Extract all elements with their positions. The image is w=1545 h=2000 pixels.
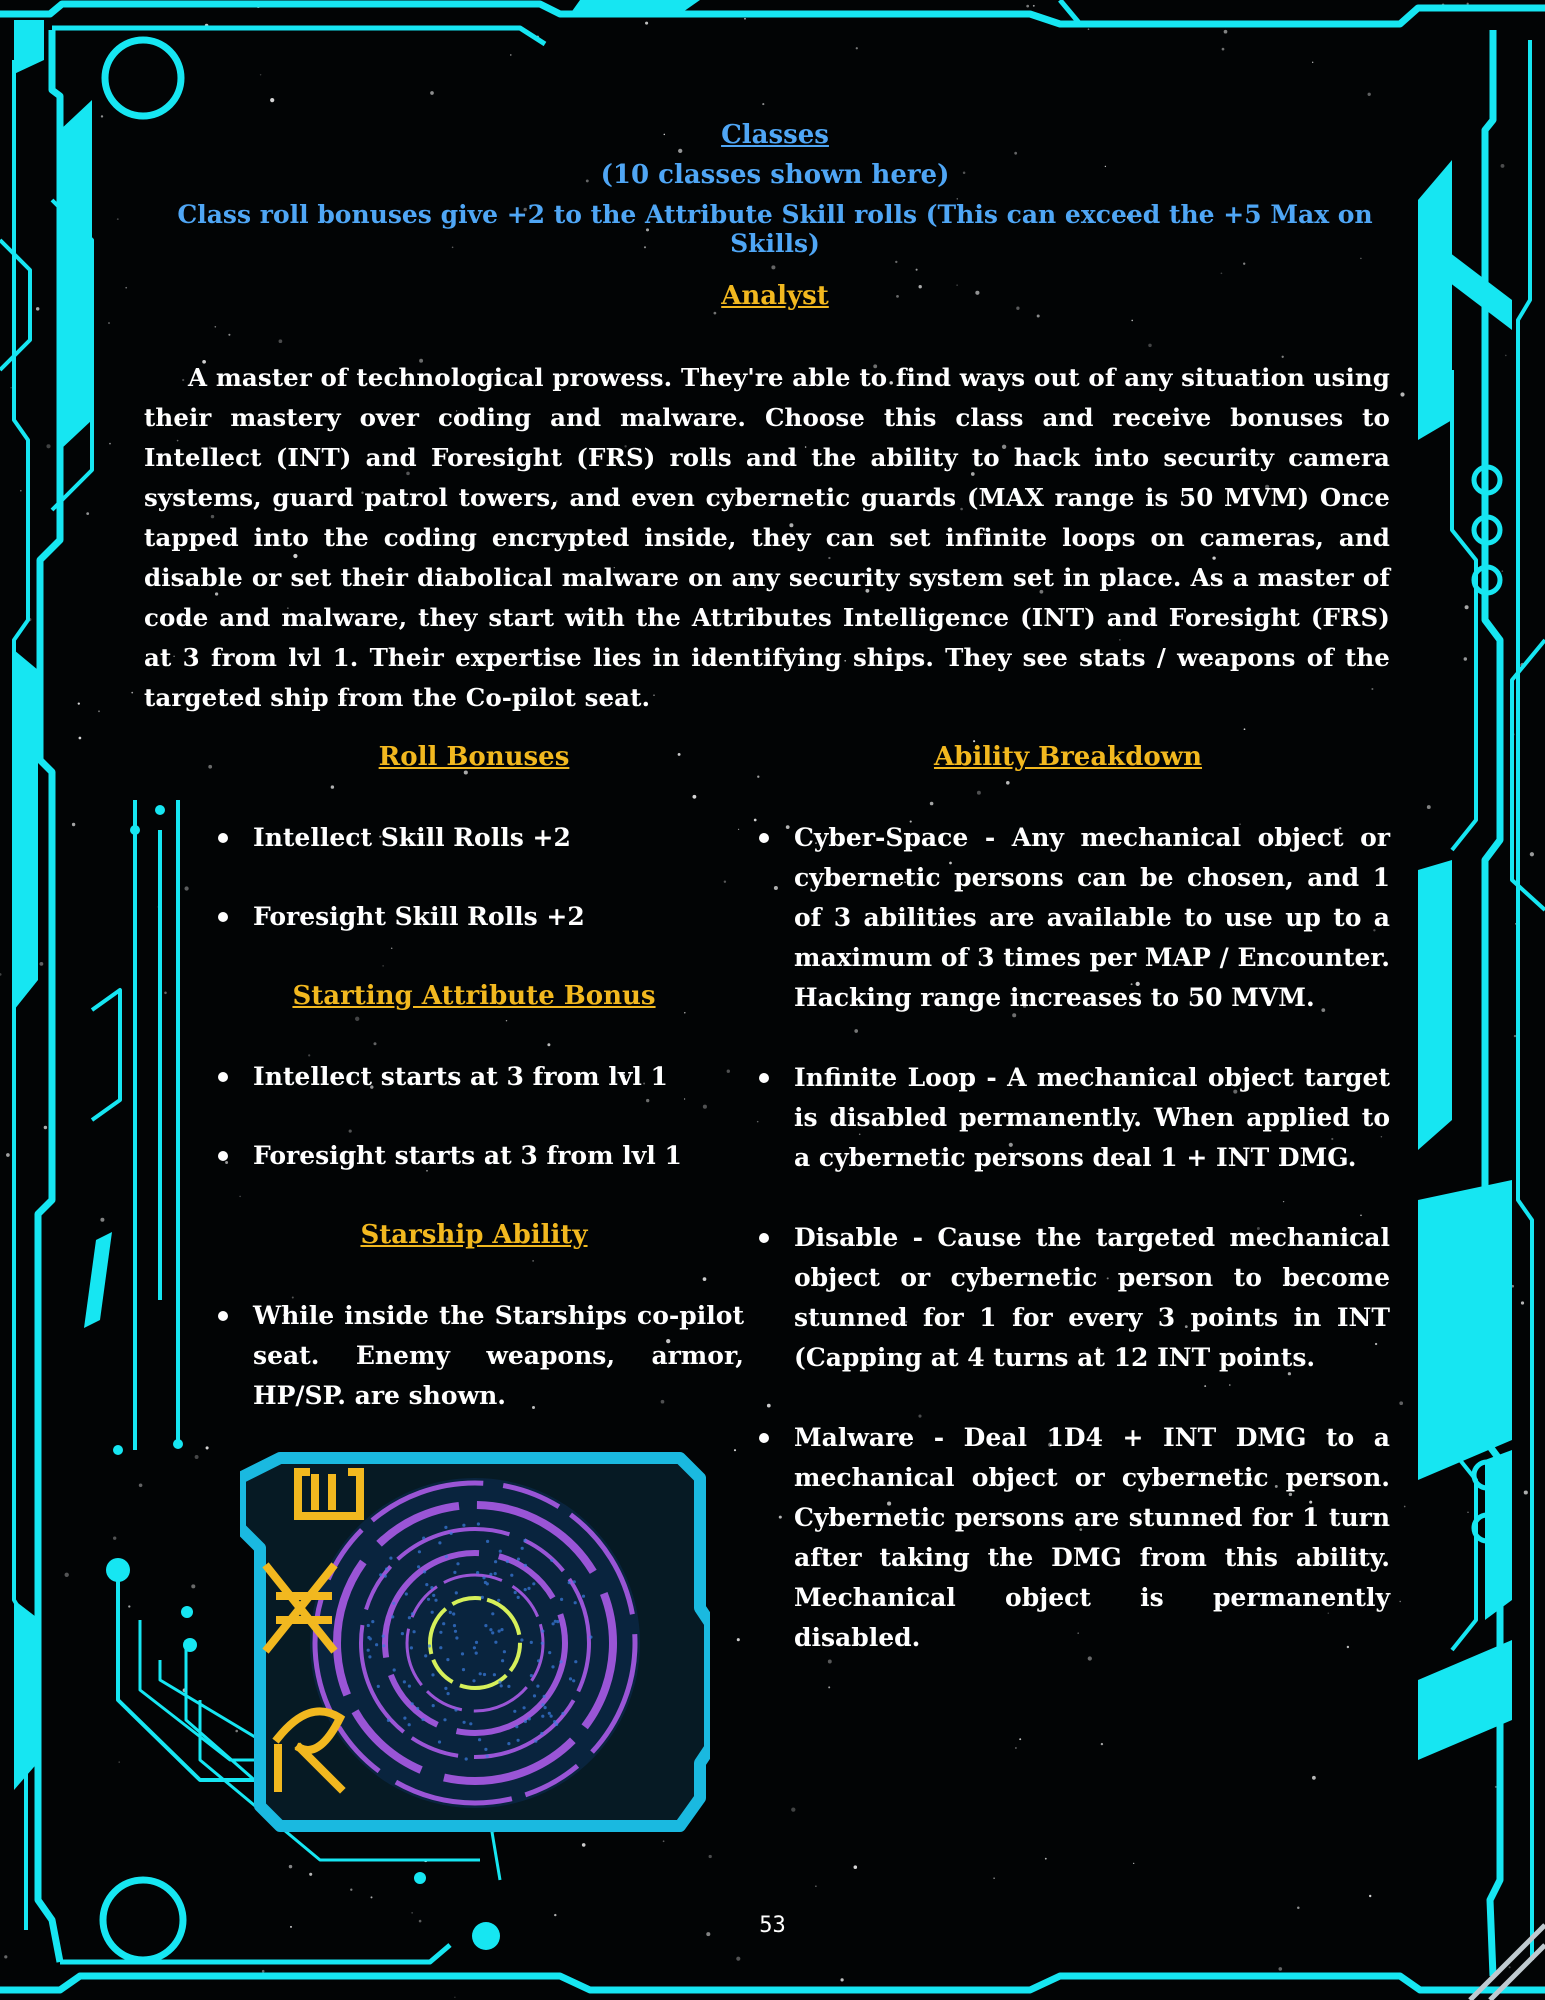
list-item: [794, 1058, 1390, 1178]
emblem-particle: [410, 1646, 413, 1649]
emblem-particle: [573, 1580, 576, 1583]
emblem-particle: [392, 1602, 395, 1605]
emblem-particle: [543, 1695, 546, 1698]
emblem-particle: [477, 1522, 480, 1525]
emblem-particle: [532, 1582, 535, 1585]
emblem-particle: [517, 1739, 520, 1742]
emblem-particle: [475, 1641, 478, 1644]
emblem-particle: [405, 1592, 408, 1595]
emblem-particle: [424, 1654, 427, 1657]
emblem-particle: [431, 1673, 434, 1676]
emblem-particle: [481, 1596, 484, 1599]
emblem-particle: [444, 1687, 447, 1690]
list-item-text: Intellect starts at 3 from lvl 1: [253, 1062, 668, 1091]
emblem-particle: [465, 1757, 468, 1760]
roll-bonuses-heading: Roll Bonuses: [378, 742, 570, 772]
emblem-particle: [517, 1558, 520, 1561]
emblem-particle: [507, 1742, 510, 1745]
bullet-icon: [759, 1433, 769, 1443]
emblem-particle: [523, 1539, 526, 1542]
emblem-particle: [475, 1652, 478, 1655]
emblem-particle: [445, 1555, 448, 1558]
list-item-text: Foresight starts at 3 from lvl 1: [253, 1141, 682, 1170]
emblem-particle: [393, 1668, 396, 1671]
emblem-particle: [461, 1652, 464, 1655]
emblem-particle: [427, 1598, 430, 1601]
emblem-particle: [556, 1620, 559, 1623]
emblem-particle: [421, 1718, 424, 1721]
emblem-particle: [524, 1564, 527, 1567]
emblem-particle: [382, 1644, 385, 1647]
emblem-particle: [541, 1630, 544, 1633]
emblem-particle: [498, 1630, 501, 1633]
emblem-particle: [367, 1649, 370, 1652]
emblem-particle: [408, 1616, 411, 1619]
emblem-particle: [489, 1573, 492, 1576]
emblem-particle: [438, 1740, 441, 1743]
emblem-particle: [450, 1532, 453, 1535]
analyst-emblem-image: [240, 1448, 710, 1836]
emblem-particle: [534, 1740, 537, 1743]
emblem-particle: [369, 1637, 372, 1640]
emblem-particle: [574, 1660, 577, 1663]
emblem-particle: [541, 1715, 544, 1718]
emblem-particle: [431, 1611, 434, 1614]
bullet-icon: [218, 833, 228, 843]
emblem-particle: [555, 1723, 558, 1726]
emblem-particle: [425, 1583, 428, 1586]
list-item: [253, 897, 748, 937]
emblem-particle: [438, 1541, 441, 1544]
emblem-particle: [550, 1715, 553, 1718]
page-number: 53: [759, 1913, 786, 1938]
emblem-particle: [501, 1659, 504, 1662]
bullet-icon: [759, 1233, 769, 1243]
emblem-particle: [411, 1612, 414, 1615]
emblem-particle: [377, 1685, 380, 1688]
emblem-particle: [544, 1706, 547, 1709]
emblem-particle: [430, 1586, 433, 1589]
emblem-particle: [469, 1722, 472, 1725]
emblem-particle: [491, 1631, 494, 1634]
emblem-particle: [540, 1732, 543, 1735]
emblem-particle: [559, 1660, 562, 1663]
emblem-particle: [385, 1567, 388, 1570]
emblem-particle: [541, 1642, 544, 1645]
emblem-particle: [403, 1680, 406, 1683]
list-item: [794, 1418, 1390, 1658]
emblem-particle: [472, 1679, 475, 1682]
bullet-icon: [759, 833, 769, 843]
emblem-particle: [443, 1718, 446, 1721]
emblem-particle: [589, 1636, 592, 1639]
emblem-particle: [434, 1599, 437, 1602]
emblem-particle: [533, 1694, 536, 1697]
emblem-particle: [515, 1725, 518, 1728]
emblem-particle: [478, 1738, 481, 1741]
emblem-particle: [524, 1720, 527, 1723]
list-item-text: Intellect Skill Rolls +2: [253, 823, 571, 852]
emblem-particle: [494, 1572, 497, 1575]
emblem-particle: [389, 1557, 392, 1560]
emblem-particle: [444, 1526, 447, 1529]
emblem-particle: [486, 1540, 489, 1543]
emblem-particle: [452, 1612, 455, 1615]
emblem-particle: [432, 1704, 435, 1707]
emblem-particle: [462, 1668, 465, 1671]
emblem-particle: [416, 1707, 419, 1710]
emblem-particle: [403, 1717, 406, 1720]
starting-attribute-heading: Starting Attribute Bonus: [292, 981, 656, 1011]
emblem-particle: [455, 1636, 458, 1639]
emblem-particle: [510, 1574, 513, 1577]
class-roll-note: Class roll bonuses give +2 to the Attribute Skill rolls (This can exceed the +5 Max on Skills): [177, 200, 1373, 258]
emblem-particle: [454, 1708, 457, 1711]
emblem-particle: [582, 1595, 585, 1598]
emblem-particle: [422, 1537, 425, 1540]
emblem-particle: [413, 1630, 416, 1633]
emblem-particle: [520, 1638, 523, 1641]
emblem-particle: [494, 1641, 497, 1644]
section-subtitle: (10 classes shown here): [600, 160, 950, 190]
emblem-particle: [524, 1588, 527, 1591]
list-item-text: Cyber-Space - Any mechanical object or cybernetic persons can be chosen, and 1 of 3 abilities are available to use up to a maximum of 3 times per MAP / Encounter. Hacking range increases to 50 MVM.: [794, 823, 1390, 1012]
emblem-particle: [408, 1723, 411, 1726]
emblem-particle: [408, 1685, 411, 1688]
emblem-particle: [455, 1591, 458, 1594]
list-item-text: Infinite Loop - A mechanical object target is disabled permanently. When applied to a cybernetic persons deal 1 + INT DMG.: [794, 1063, 1390, 1172]
bullet-icon: [218, 1151, 228, 1161]
list-item: [794, 818, 1390, 1018]
emblem-particle: [375, 1643, 378, 1646]
emblem-particle: [572, 1679, 575, 1682]
emblem-particle: [500, 1628, 503, 1631]
emblem-particle: [463, 1721, 466, 1724]
emblem-particle: [551, 1665, 554, 1668]
emblem-particle: [521, 1547, 524, 1550]
emblem-particle: [489, 1628, 492, 1631]
emblem-particle: [462, 1524, 465, 1527]
emblem-particle: [523, 1706, 526, 1709]
emblem-particle: [530, 1674, 533, 1677]
emblem-particle: [507, 1685, 510, 1688]
emblem-particle: [456, 1562, 459, 1565]
list-item: [253, 818, 748, 858]
section-title: Classes: [721, 120, 829, 150]
emblem-particle: [484, 1581, 487, 1584]
emblem-particle: [486, 1755, 489, 1758]
emblem-particle: [454, 1630, 457, 1633]
emblem-particle: [484, 1624, 487, 1627]
emblem-particle: [506, 1560, 509, 1563]
emblem-particle: [484, 1748, 487, 1751]
list-item: [253, 1296, 744, 1416]
emblem-particle: [447, 1692, 450, 1695]
emblem-particle: [417, 1565, 420, 1568]
list-item: [253, 1057, 748, 1097]
emblem-particle: [387, 1719, 390, 1722]
emblem-particle: [548, 1651, 551, 1654]
emblem-particle: [439, 1631, 442, 1634]
bullet-icon: [218, 1311, 228, 1321]
emblem-particle: [418, 1550, 421, 1553]
emblem-particle: [560, 1598, 563, 1601]
emblem-particle: [379, 1573, 382, 1576]
emblem-particle: [528, 1717, 531, 1720]
list-item-text: While inside the Starships co-pilot seat. Enemy weapons, armor, HP/SP. are shown.: [253, 1301, 744, 1410]
starship-ability-heading: Starship Ability: [360, 1220, 588, 1250]
emblem-particle: [428, 1644, 431, 1647]
emblem-particle: [483, 1673, 486, 1676]
emblem-particle: [537, 1659, 540, 1662]
emblem-particle: [479, 1672, 482, 1675]
emblem-particle: [527, 1587, 530, 1590]
emblem-particle: [497, 1599, 500, 1602]
list-item: [253, 1136, 748, 1176]
emblem-particle: [442, 1622, 445, 1625]
emblem-particle: [367, 1624, 370, 1627]
bullet-icon: [218, 1072, 228, 1082]
emblem-particle: [411, 1702, 414, 1705]
emblem-particle: [446, 1658, 449, 1661]
bullet-icon: [759, 1073, 769, 1083]
emblem-particle: [568, 1581, 571, 1584]
emblem-particle: [513, 1710, 516, 1713]
emblem-particle: [493, 1673, 496, 1676]
emblem-particle: [561, 1712, 564, 1715]
emblem-particle: [500, 1684, 503, 1687]
roll-bonuses-list: [253, 818, 748, 976]
emblem-particle: [517, 1596, 520, 1599]
emblem-particle: [503, 1650, 506, 1653]
emblem-particle: [391, 1615, 394, 1618]
emblem-particle: [382, 1635, 385, 1638]
emblem-particle: [384, 1575, 387, 1578]
emblem-particle: [476, 1571, 479, 1574]
emblem-particle: [439, 1646, 442, 1649]
emblem-particle: [574, 1601, 577, 1604]
emblem-particle: [541, 1703, 544, 1706]
emblem-particle: [494, 1560, 497, 1563]
ability-breakdown-heading: Ability Breakdown: [933, 742, 1203, 772]
emblem-particle: [536, 1685, 539, 1688]
emblem-particle: [548, 1712, 551, 1715]
emblem-particle: [550, 1559, 553, 1562]
list-item: [794, 1218, 1390, 1378]
emblem-particle: [371, 1620, 374, 1623]
bullet-icon: [218, 912, 228, 922]
class-description: A master of technological prowess. They're able to find ways out of any situation using their mastery over coding and malware. Choose this class and receive bonuses to Intellect (INT) and Foresight (FRS) rolls and the ability to hack into security camera systems, guard patrol towers, and even cybernetic guards (MAX range is 50 MVM) Once tapped into the coding encrypted inside, they can set infinite loops on cameras, and disable or set their diabolical malware on any security system set in place. As a master of code and malware, they start with the Attributes Intelligence (INT) and Foresight (FRS) at 3 from lvl 1. Their expertise lies in identifying ships. They see stats / weapons of the targeted ship from the Co-pilot seat.: [144, 363, 1390, 712]
list-item-text: Malware - Deal 1D4 + INT DMG to a mechanical object or cybernetic person. Cybernetic persons are stunned for 1 turn after taking the DMG from this ability. Mechanical object is permanently disabled.: [794, 1423, 1390, 1652]
emblem-particle: [514, 1591, 517, 1594]
emblem-particle: [498, 1681, 501, 1684]
emblem-particle: [401, 1632, 404, 1635]
emblem-particle: [453, 1624, 456, 1627]
emblem-particle: [473, 1646, 476, 1649]
class-title: Analyst: [721, 281, 829, 311]
emblem-particle: [453, 1571, 456, 1574]
starting-attribute-list: [253, 1057, 748, 1215]
emblem-particle: [491, 1612, 494, 1615]
emblem-particle: [368, 1655, 371, 1658]
emblem-particle: [423, 1570, 426, 1573]
ability-breakdown-list: [794, 818, 1390, 1698]
emblem-particle: [482, 1576, 485, 1579]
list-item-text: Disable - Cause the targeted mechanical object or cybernetic person to become stunned for 1 for every 3 points in INT (Capping at 4 turns at 12 INT points.: [794, 1223, 1390, 1372]
emblem-particle: [449, 1611, 452, 1614]
emblem-particle: [499, 1550, 502, 1553]
starship-ability-list: [253, 1296, 744, 1416]
emblem-particle: [530, 1641, 533, 1644]
emblem-particle: [552, 1622, 555, 1625]
emblem-particle: [432, 1594, 435, 1597]
list-item-text: Foresight Skill Rolls +2: [253, 902, 585, 931]
emblem-particle: [569, 1677, 572, 1680]
